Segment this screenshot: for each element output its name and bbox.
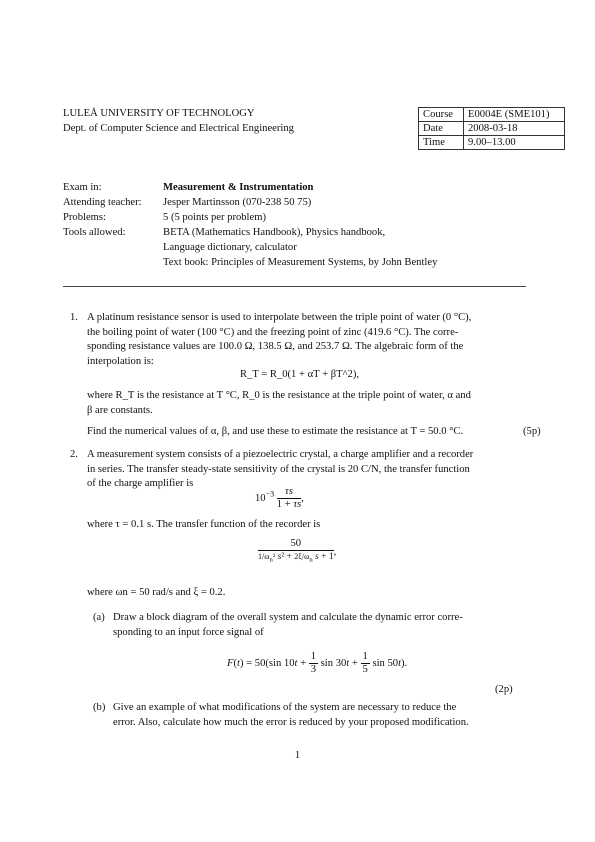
tools-label: Tools allowed: bbox=[63, 227, 126, 238]
problem1-task: Find the numerical values of α, β, and use these to estimate the resistance at T = 50.0 °C. bbox=[87, 426, 464, 437]
tools-line: BETA (Mathematics Handbook), Physics handbook, bbox=[163, 227, 386, 238]
text-line: error. Also, calculate how much the error is reduced by your proposed modification. bbox=[113, 716, 469, 728]
tools-line: Language dictionary, calculator bbox=[163, 242, 297, 253]
header-block bbox=[63, 107, 294, 137]
text-line: β are constants. bbox=[87, 404, 153, 416]
divider bbox=[63, 286, 526, 287]
problem-number: 1. bbox=[70, 312, 78, 323]
course-key: Course bbox=[419, 108, 464, 122]
department-name: Dept. of Computer Science and Electrical Engineering bbox=[63, 123, 294, 134]
date-key: Date bbox=[419, 122, 464, 136]
text-line: A platinum resistance sensor is used to interpolate between the triple point of water (0 °C), bbox=[87, 312, 472, 323]
text-line: interpolation is: bbox=[87, 355, 154, 367]
tau-line: where τ = 0.1 s. The transfer function of the recorder is bbox=[87, 519, 321, 530]
text-line: sponding to an input force signal of bbox=[113, 626, 264, 638]
charge-amp-tf: $10^{-3}$ $\frac{\tau s}{1 + \tau s}$ , bbox=[255, 486, 304, 510]
text-line: the boiling point of water (100 °C) and the freezing point of zinc (419.6 °C). The corre- bbox=[87, 326, 459, 338]
text-line: A measurement system consists of a piezoelectric crystal, a charge amplifier and a recorder bbox=[87, 449, 474, 460]
teacher-label: Attending teacher: bbox=[63, 197, 142, 208]
text-line: sponding resistance values are 100.0 Ω, 138.5 Ω, and 253.7 Ω. The algebraic form of the bbox=[87, 341, 464, 353]
params-line: where ωn = 50 rad/s and ξ = 0.2. bbox=[87, 587, 226, 598]
teacher-value: Jesper Martinsson (070-238 50 75) bbox=[163, 197, 312, 208]
force-signal-equation: F(t) = 50(sin 10t + $\frac{1}{3}$ sin 30t + $\frac{1}{5}$ sin 50t). bbox=[227, 651, 408, 675]
problem-number: 2. bbox=[70, 449, 78, 460]
text-line: Draw a block diagram of the overall system and calculate the dynamic error corre- bbox=[113, 612, 463, 623]
time-value: 9.00–13.00 bbox=[464, 136, 565, 150]
problem1-text bbox=[87, 311, 512, 369]
subpart-a-points: (2p) bbox=[495, 684, 513, 695]
text-line: Give an example of what modifications of the system are necessary to reduce the bbox=[113, 702, 457, 713]
recorder-tf: $\frac{50}{1/\omega_n^2 s^2 + 2\xi/\omega_n s + 1}$ , bbox=[258, 538, 337, 564]
exam-label: Exam in: bbox=[63, 182, 102, 193]
table-row bbox=[419, 108, 565, 122]
problems-value: 5 (5 points per problem) bbox=[163, 212, 266, 223]
problem1-points: (5p) bbox=[523, 426, 541, 437]
subpart-a-label: (a) bbox=[93, 612, 105, 623]
problems-label: Problems: bbox=[63, 212, 106, 223]
exam-value: Measurement & Instrumentation bbox=[163, 182, 314, 193]
date-value: 2008-03-18 bbox=[464, 122, 565, 136]
course-info-table bbox=[418, 107, 565, 150]
subpart-b-text bbox=[113, 701, 512, 730]
subpart-a-text bbox=[113, 611, 512, 640]
page-number: 1 bbox=[294, 750, 301, 761]
text-line: where R_T is the resistance at T °C, R_0 is the resistance at the triple point of water, α and bbox=[87, 390, 471, 401]
problem1-equation: R_T = R_0(1 + αT + βT^2), bbox=[239, 369, 360, 380]
course-value: E0004E (SME101) bbox=[464, 108, 565, 122]
table-row bbox=[419, 136, 565, 150]
university-name: LULEÅ UNIVERSITY OF TECHNOLOGY bbox=[63, 108, 255, 119]
time-key: Time bbox=[419, 136, 464, 150]
problem1-where bbox=[87, 389, 512, 418]
table-row bbox=[419, 122, 565, 136]
text-line: in series. The transfer steady-state sensitivity of the crystal is 20 C/N, the transfer function bbox=[87, 463, 470, 475]
subpart-b-label: (b) bbox=[93, 702, 106, 713]
text-line: of the charge amplifier is bbox=[87, 478, 194, 490]
tools-line: Text book: Principles of Measurement Systems, by John Bentley bbox=[163, 257, 438, 268]
exam-info bbox=[63, 181, 437, 271]
